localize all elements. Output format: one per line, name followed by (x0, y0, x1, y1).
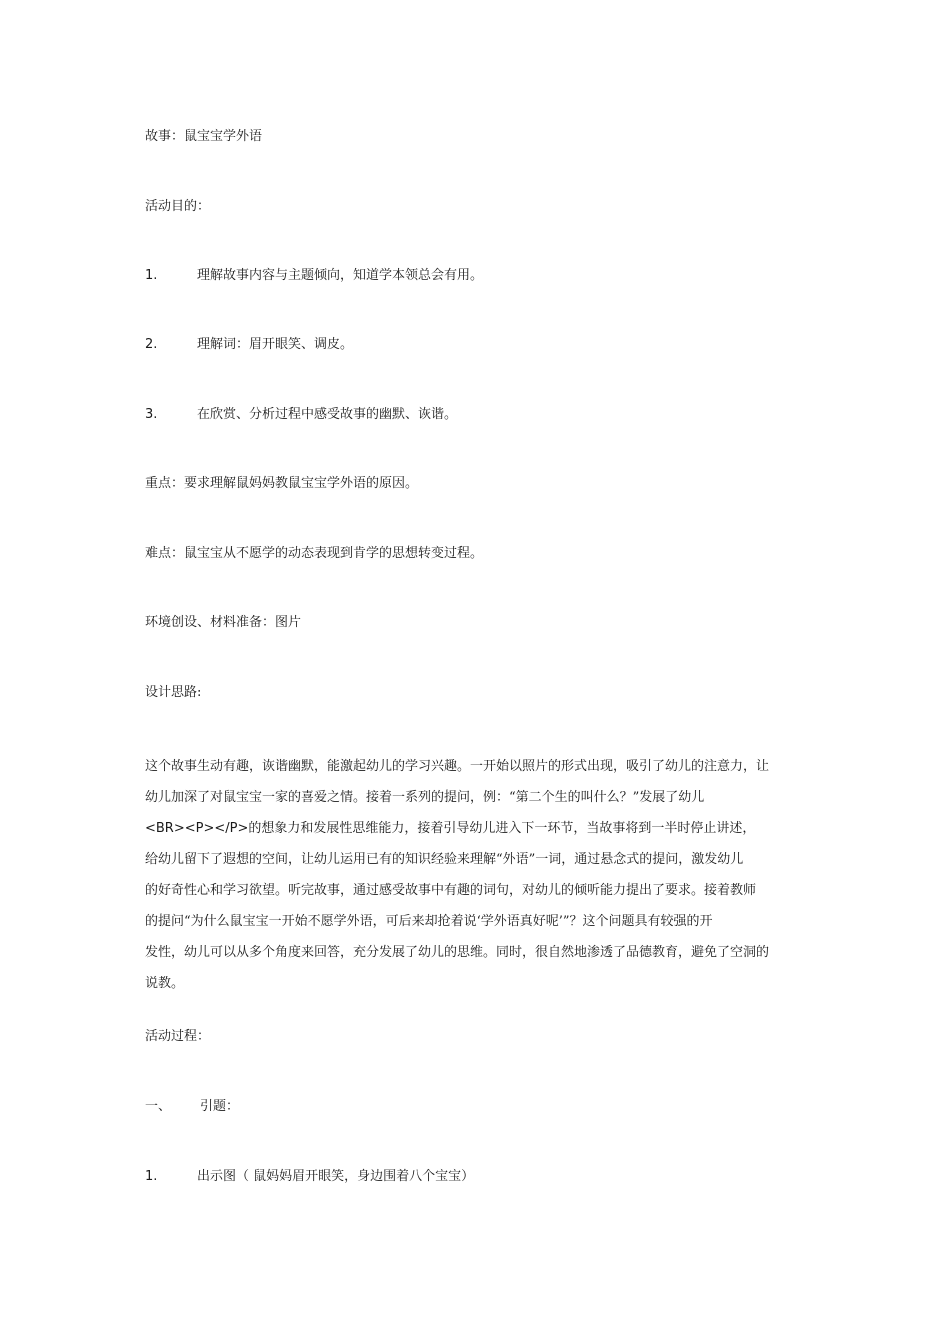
process-heading: 活动过程： (145, 1029, 211, 1044)
key-point: 重点：要求理解鼠妈妈教鼠宝宝学外语的原因。 (145, 476, 419, 491)
objectives-heading: 活动目的： (145, 199, 211, 214)
objective-text: 理解词：眉开眼笑、调皮。 (197, 337, 354, 352)
objective-number: 1. (145, 268, 158, 283)
step-text: 出示图（ 鼠妈妈眉开眼笑，身边围着八个宝宝） (197, 1169, 475, 1184)
section-number: 一、 (145, 1099, 172, 1114)
paragraph-line (145, 813, 810, 844)
objective-text: 在欣赏、分析过程中感受故事的幽默、诙谐。 (197, 407, 458, 422)
paragraph-text: 的想象力和发展性思维能力，接着引导幼儿进入下一环节，当故事将到一半时停止讲述， (248, 821, 756, 836)
objective-number: 2. (145, 337, 158, 352)
paragraph-line: 幼儿加深了对鼠宝宝一家的喜爱之情。接着一系列的提问，例：“第二个生的叫什么？”发展了幼儿 (145, 790, 705, 805)
paragraph-line: 的提问“为什么鼠宝宝一开始不愿学外语，可后来却抢着说‘学外语真好呢’”？这个问题具有较强的开 (145, 914, 713, 929)
story-title: 故事：鼠宝宝学外语 (145, 129, 263, 144)
html-code-text: <BR><P></P> (145, 821, 249, 836)
paragraph-line: 给幼儿留下了遐想的空间，让幼儿运用已有的知识经验来理解“外语”一词，通过悬念式的提问，激发幼儿 (145, 852, 744, 867)
design-paragraph (145, 751, 810, 999)
materials: 环境创设、材料准备：图片 (145, 615, 302, 630)
design-heading: 设计思路: (145, 685, 202, 700)
objective-text: 理解故事内容与主题倾向，知道学本领总会有用。 (197, 268, 484, 283)
paragraph-line: 的好奇性心和学习欲望。听完故事，通过感受故事中有趣的词句，对幼儿的倾听能力提出了要求。接着教师 (145, 883, 757, 898)
objective-number: 3. (145, 407, 158, 422)
paragraph-line: 这个故事生动有趣，诙谐幽默，能激起幼儿的学习兴趣。一开始以照片的形式出现，吸引了幼儿的注意力，让 (145, 759, 770, 774)
paragraph-line: 说教。 (145, 976, 185, 991)
difficulty: 难点：鼠宝宝从不愿学的动态表现到肯学的思想转变过程。 (145, 546, 484, 561)
step-number: 1. (145, 1169, 158, 1184)
section-title: 引题： (200, 1099, 240, 1114)
paragraph-line: 发性，幼儿可以从多个角度来回答，充分发展了幼儿的思维。同时，很自然地渗透了品德教育，避免了空洞的 (145, 945, 770, 960)
